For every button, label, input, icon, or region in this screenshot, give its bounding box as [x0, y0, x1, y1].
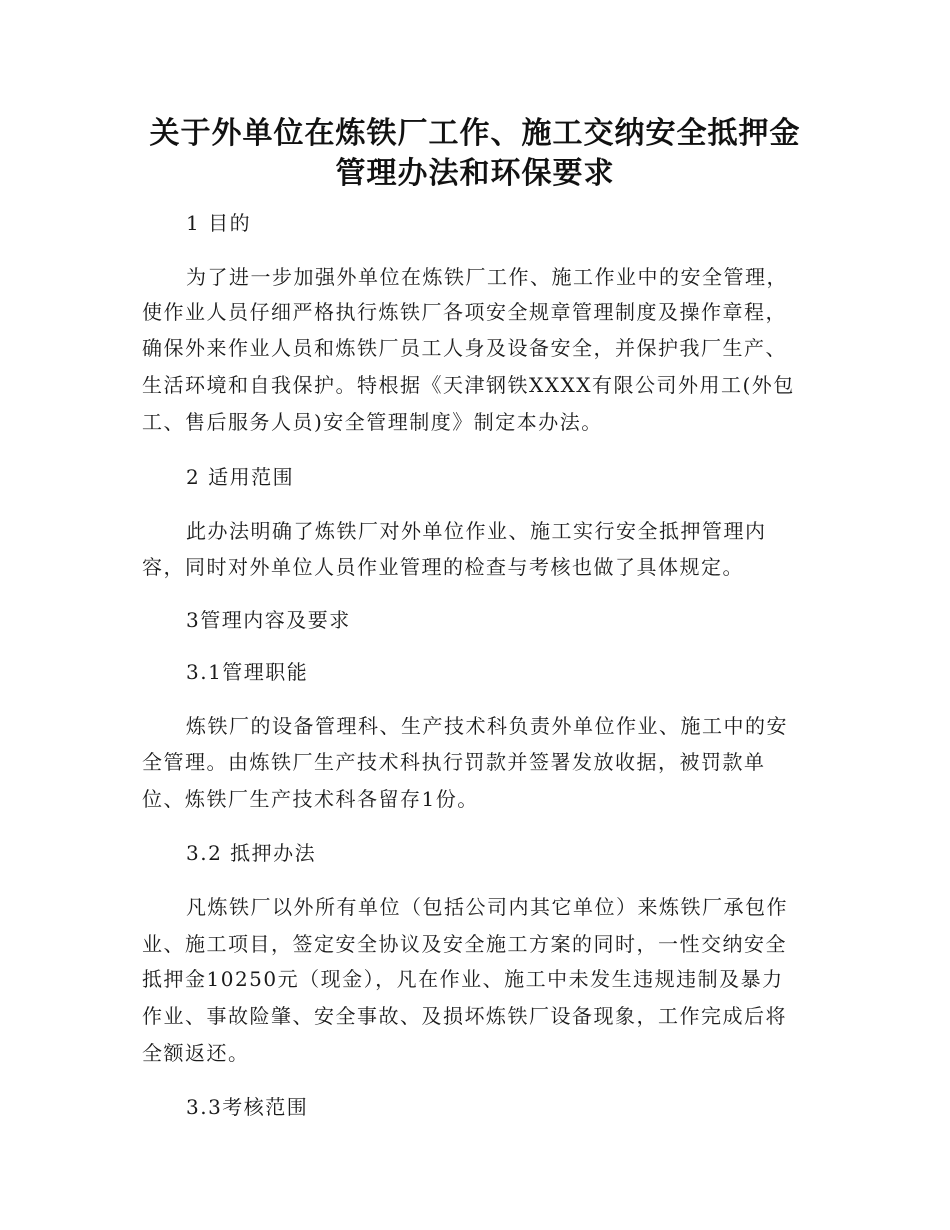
paragraph-line: 工、售后服务人员)安全管理制度》制定本办法。 [142, 410, 603, 434]
section-heading-assessment: 3.3考核范围 [186, 1095, 309, 1119]
paragraph-line: 全额返还。 [142, 1041, 250, 1065]
paragraph-line: 抵押金10250元（现金），凡在作业、施工中未发生违规违制及暴力 [142, 967, 784, 991]
paragraph-line: 作业、事故险肇、安全事故、及损坏炼铁厂设备现象，工作完成后将 [142, 1004, 787, 1028]
section-heading-scope: 2 适用范围 [186, 465, 295, 489]
paragraph-line: 使作业人员仔细严格执行炼铁厂各项安全规章管理制度及操作章程， [142, 300, 787, 324]
document-title-line-1: 关于外单位在炼铁厂工作、施工交纳安全抵押金 [149, 116, 801, 151]
paragraph-line: 凡炼铁厂以外所有单位（包括公司内其它单位）来炼铁厂承包作 [186, 895, 788, 919]
section-heading-deposit: 3.2 抵押办法 [186, 841, 317, 865]
document-title-line-2: 管理办法和环保要求 [335, 156, 615, 191]
paragraph-line: 炼铁厂的设备管理科、生产技术科负责外单位作业、施工中的安 [186, 714, 788, 738]
paragraph-line: 全管理。由炼铁厂生产技术科执行罚款并签署发放收据，被罚款单 [142, 750, 766, 774]
section-heading-management: 3管理内容及要求 [186, 608, 351, 632]
section-heading-purpose: 1 目的 [186, 211, 252, 235]
paragraph-line: 此办法明确了炼铁厂对外单位作业、施工实行安全抵押管理内 [186, 519, 767, 543]
paragraph-line: 位、炼铁厂生产技术科各留存1份。 [142, 787, 479, 811]
paragraph-line: 生活环境和自我保护。特根据《天津钢铁XXXX有限公司外用工(外包 [142, 373, 795, 397]
paragraph-line: 为了进一步加强外单位在炼铁厂工作、施工作业中的安全管理， [186, 265, 788, 289]
section-heading-functions: 3.1管理职能 [186, 660, 309, 684]
paragraph-line: 确保外来作业人员和炼铁厂员工人身及设备安全，并保护我厂生产、 [142, 336, 787, 360]
paragraph-line: 业、施工项目，签定安全协议及安全施工方案的同时，一性交纳安全 [142, 932, 787, 956]
paragraph-line: 容，同时对外单位人员作业管理的检查与考核也做了具体规定。 [142, 555, 744, 579]
